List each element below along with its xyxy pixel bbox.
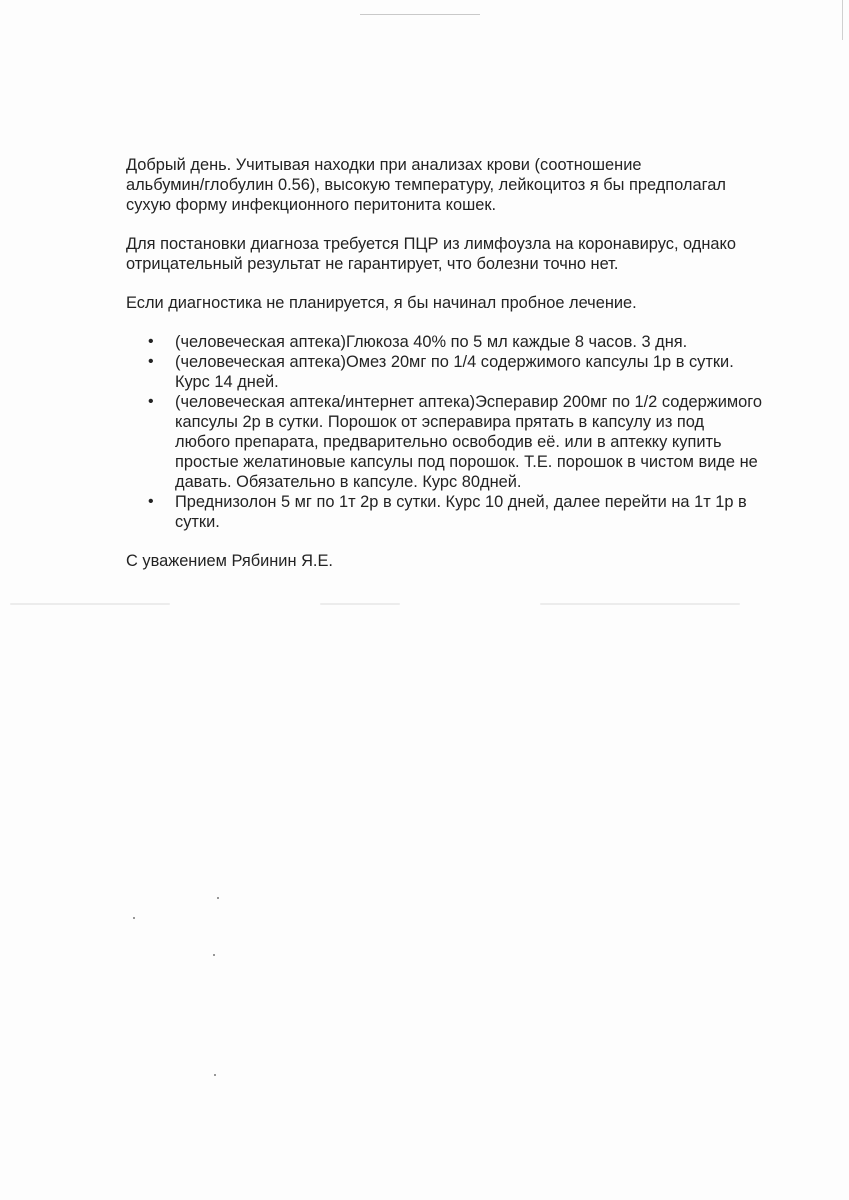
signature: С уважением Рябинин Я.Е.	[126, 552, 333, 570]
text-line: простые желатиновые капсулы под порошок. Т.Е. порошок в чистом виде не	[175, 453, 758, 471]
scan-artifact-smudge	[10, 603, 170, 605]
text-line: Для постановки диагноза требуется ПЦР из лимфоузла на коронавирус, однако	[126, 235, 737, 253]
bullet-icon: •	[148, 393, 154, 410]
bullet-icon: •	[148, 353, 154, 370]
scan-artifact-smudge	[540, 603, 740, 605]
text-line: (человеческая аптека)Глюкоза 40% по 5 мл каждые 8 часов. 3 дня.	[175, 333, 688, 351]
text-line: давать. Обязательно в капсуле. Курс 80дней.	[175, 473, 522, 491]
letter-body	[126, 155, 796, 590]
text-line: (человеческая аптека)Омез 20мг по 1/4 содержимого капсулы 1р в сутки.	[175, 353, 734, 371]
list-item	[126, 332, 796, 352]
prescription-list	[126, 332, 796, 532]
bullet-icon: •	[148, 333, 154, 350]
paragraph-findings	[126, 155, 796, 215]
bullet-icon: •	[148, 493, 154, 510]
scan-artifact-dot	[133, 917, 135, 919]
scan-artifact-edge	[842, 0, 843, 40]
scan-artifact-smudge	[320, 603, 400, 605]
text-line: Курс 14 дней.	[175, 373, 279, 391]
list-item	[126, 492, 796, 532]
text-line: (человеческая аптека/интернет аптека)Эсперавир 200мг по 1/2 содержимого	[175, 393, 762, 411]
text-line: капсулы 2р в сутки. Порошок от эсперавира прятать в капсулу из под	[175, 413, 705, 431]
list-item	[126, 392, 796, 492]
text-line: отрицательный результат не гарантирует, что болезни точно нет.	[126, 255, 619, 273]
scan-artifact-dot	[214, 1074, 216, 1076]
paragraph-diagnosis	[126, 234, 796, 274]
scan-artifact-dot	[217, 897, 219, 899]
text-line: Преднизолон 5 мг по 1т 2р в сутки. Курс 10 дней, далее перейти на 1т 1р в	[175, 493, 747, 511]
list-item	[126, 352, 796, 392]
text-line: любого препарата, предварительно освободив её. или в аптекку купить	[175, 433, 722, 451]
scan-artifact-line	[360, 14, 480, 15]
paragraph-treatment-intro	[126, 293, 796, 313]
text-line: Если диагностика не планируется, я бы начинал пробное лечение.	[126, 294, 637, 312]
text-line: сутки.	[175, 513, 220, 531]
text-line: сухую форму инфекционного перитонита кошек.	[126, 196, 497, 214]
text-line: Добрый день. Учитывая находки при анализах крови (соотношение	[126, 156, 642, 174]
scan-artifact-dot	[213, 954, 215, 956]
text-line: альбумин/глобулин 0.56), высокую температуру, лейкоцитоз я бы предполагал	[126, 176, 726, 194]
